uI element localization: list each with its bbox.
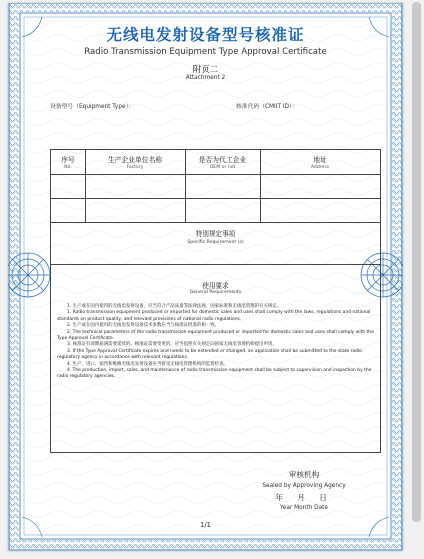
cmiit-id-label: 核准代码（CMIIT ID）： bbox=[236, 104, 298, 110]
requirement-item: 1. 生产或在国内使用的无线电发射设备，应当符合产品质量等法律法规、国家标准和无线电管理的有关规定。 bbox=[67, 304, 282, 309]
header-no: 序号 No. bbox=[61, 156, 75, 170]
attachment-label-en: Attachment 2 bbox=[185, 75, 226, 81]
header-oem: 是否为代工企业 OEM or not bbox=[198, 156, 247, 170]
special-requirements-subheading: Specific Requirement (s) bbox=[187, 240, 244, 245]
requirements-text bbox=[57, 304, 375, 381]
general-requirements-subheading: General Requirements bbox=[189, 290, 242, 295]
equipment-type-label: 设备型号（Equipment Type）： bbox=[50, 104, 135, 110]
requirement-item: 3. 核准证有效期届满需要延续的，核准证需要变更的，应当依照有关规定向国家无线电管理机构提出申请。 bbox=[67, 342, 277, 348]
date-cn: 年 月 日 bbox=[275, 493, 333, 502]
page-number: 1/1 bbox=[200, 521, 211, 529]
date-en: Year Month Date bbox=[280, 505, 328, 511]
requirement-item: 1. Radio transmission equipment produced or imported for domestic sales and uses shall comply with the laws, regulations and national standards on product quality, and relevant provisions of national radio regulations. bbox=[57, 310, 371, 322]
requirement-item: 2. The technical parameters of the radio transmission equipment produced or imported for domestic sales and uses shall comply with the Type Approval Certificate. bbox=[57, 329, 374, 342]
approving-agency-en: Sealed by Approving Agency bbox=[262, 483, 346, 489]
requirement-item: 4. 生产、进口、销售和维修无线电发射设备应当接受无线电管理机构的监督检查。 bbox=[67, 361, 228, 367]
approving-agency-cn: 审核机构 bbox=[288, 470, 320, 479]
scrollbar-thumb[interactable] bbox=[412, 2, 421, 522]
requirement-item: 3. If the Type Approval Certificate expires and needs to be extended or changed, an application shall be submitted to the state radio regulatory agency in accordance with relevant regulations. bbox=[57, 348, 362, 361]
approval-block bbox=[244, 469, 364, 511]
general-requirements-heading: 使用要求 bbox=[202, 282, 229, 290]
certificate-title-en: Radio Transmission Equipment Type Approval Certificate bbox=[84, 47, 327, 57]
header-factory: 生产企业单位名称 Factory bbox=[107, 156, 163, 170]
attachment-label-cn: 附页二 bbox=[192, 65, 219, 75]
special-requirements-heading: 特别规定事项 bbox=[195, 230, 236, 238]
header-address: 地址 Address bbox=[310, 156, 330, 170]
certificate-title-cn: 无线电发射设备型号核准证 bbox=[106, 26, 305, 44]
requirement-item: 2. 生产或在国内使用的无线电发射设备技术参数应当与核准证批准的相一致。 bbox=[67, 323, 220, 329]
factory-table bbox=[50, 149, 381, 453]
certificate-page bbox=[8, 3, 403, 551]
requirement-item: 4. The production, import, sales, and maintenance of radio transmission equipment shall be subject to supervision and inspection by the radio regulatory agencies. bbox=[57, 368, 372, 380]
